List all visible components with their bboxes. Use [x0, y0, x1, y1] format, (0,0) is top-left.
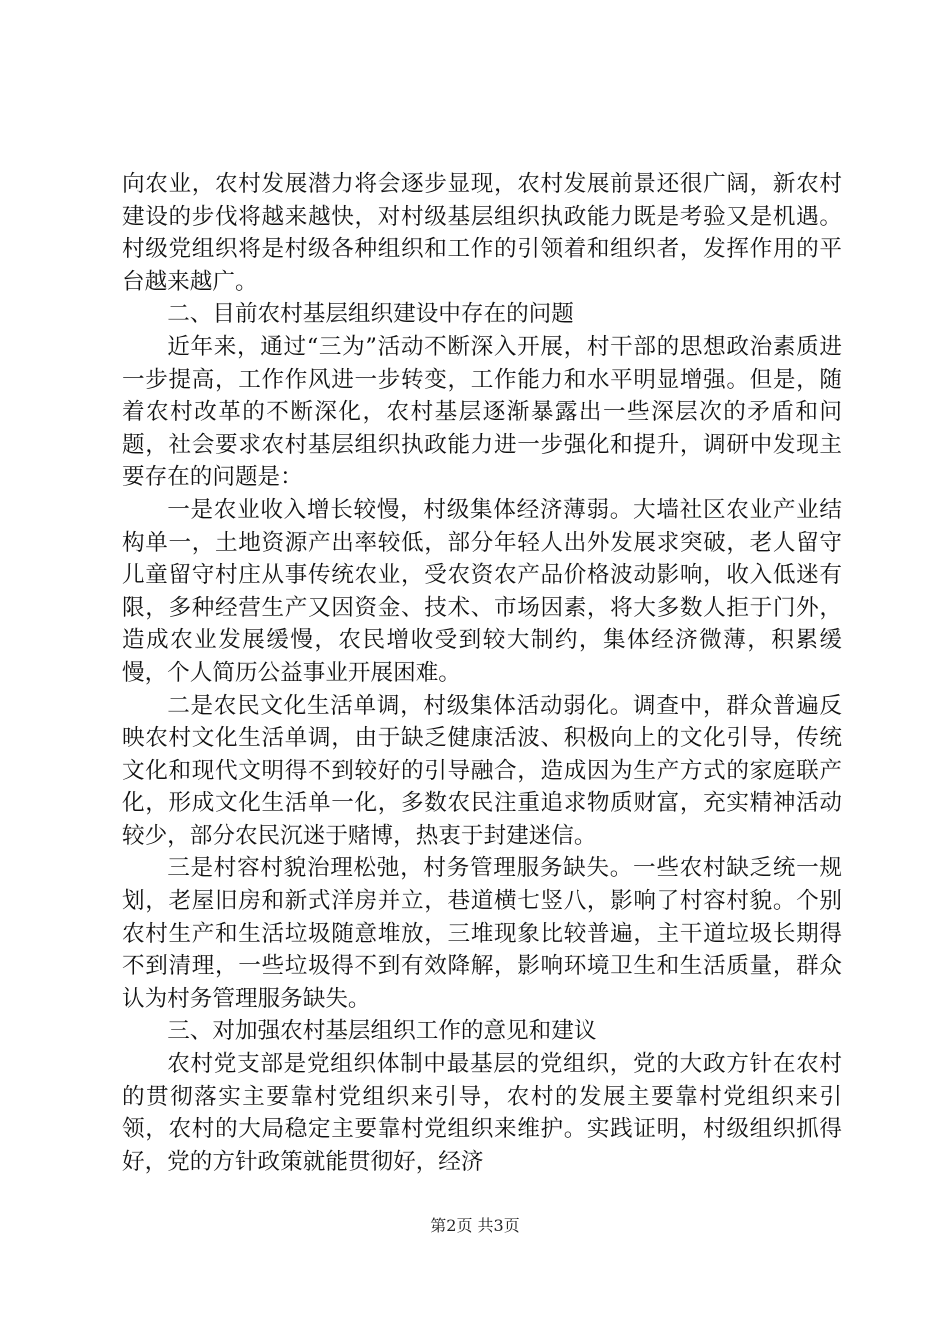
paragraph-3: 近年来，通过“三为”活动不断深入开展，村干部的思想政治素质进一步提高，工作作风进一步转变，工作能力和水平明显增强。但是，随着农村改革的不断深化，农村基层逐渐暴露出一些深层次的矛盾和问题，社会要求农村基层组织执政能力进一步强化和提升，调研中发现主要存在的问题是：: [122, 333, 842, 491]
document-body: [122, 168, 842, 1178]
section-heading-3: 三、对加强农村基层组织工作的意见和建议: [167, 1018, 597, 1045]
paragraph-5: 二是农民文化生活单调，村级集体活动弱化。调查中，群众普遍反映农村文化生活单调，由于缺乏健康活波、积极向上的文化引导，传统文化和现代文明得不到较好的引导融合，造成因为生产方式的家庭联产化，形成文化生活单一化，多数农民注重追求物质财富，充实精神活动较少，部分农民沉迷于赌博，热衷于封建迷信。: [122, 692, 842, 849]
paragraph-4: 一是农业收入增长较慢，村级集体经济薄弱。大墙社区农业产业结构单一，土地资源产出率较低，部分年轻人出外发展求突破，老人留守儿童留守村庄从事传统农业，受农资农产品价格波动影响，收入低迷有限，多种经营生产又因资金、技术、市场因素，将大多数人拒于门外，造成农业发展缓慢，农民增收受到较大制约，集体经济微薄，积累缓慢，个人简历公益事业开展困难。: [122, 496, 842, 686]
paragraph-1: 向农业，农村发展潜力将会逐步显现，农村发展前景还很广阔，新农村建设的步伐将越来越快，对村级基层组织执政能力既是考验又是机遇。村级党组织将是村级各种组织和工作的引领着和组织者，发挥作用的平台越来越广。: [122, 171, 842, 295]
page-footer: 第2页 共3页: [430, 1216, 520, 1235]
section-heading-2: 二、目前农村基层组织建设中存在的问题: [167, 301, 574, 328]
paragraph-6: 三是村容村貌治理松弛，村务管理服务缺失。一些农村缺乏统一规划，老屋旧房和新式洋房并立，巷道横七竖八，影响了村容村貌。个别农村生产和生活垃圾随意堆放，三堆现象比较普遍，主干道垃圾长期得不到清理，一些垃圾得不到有效降解，影响环境卫生和生活质量，群众认为村务管理服务缺失。: [122, 855, 842, 1012]
paragraph-8: 农村党支部是党组织体制中最基层的党组织，党的大政方针在农村的贯彻落实主要靠村党组织来引导，农村的发展主要靠村党组织来引领，农村的大局稳定主要靠村党组织来维护。实践证明，村级组织抓得好，党的方针政策就能贯彻好，经济: [122, 1051, 842, 1175]
